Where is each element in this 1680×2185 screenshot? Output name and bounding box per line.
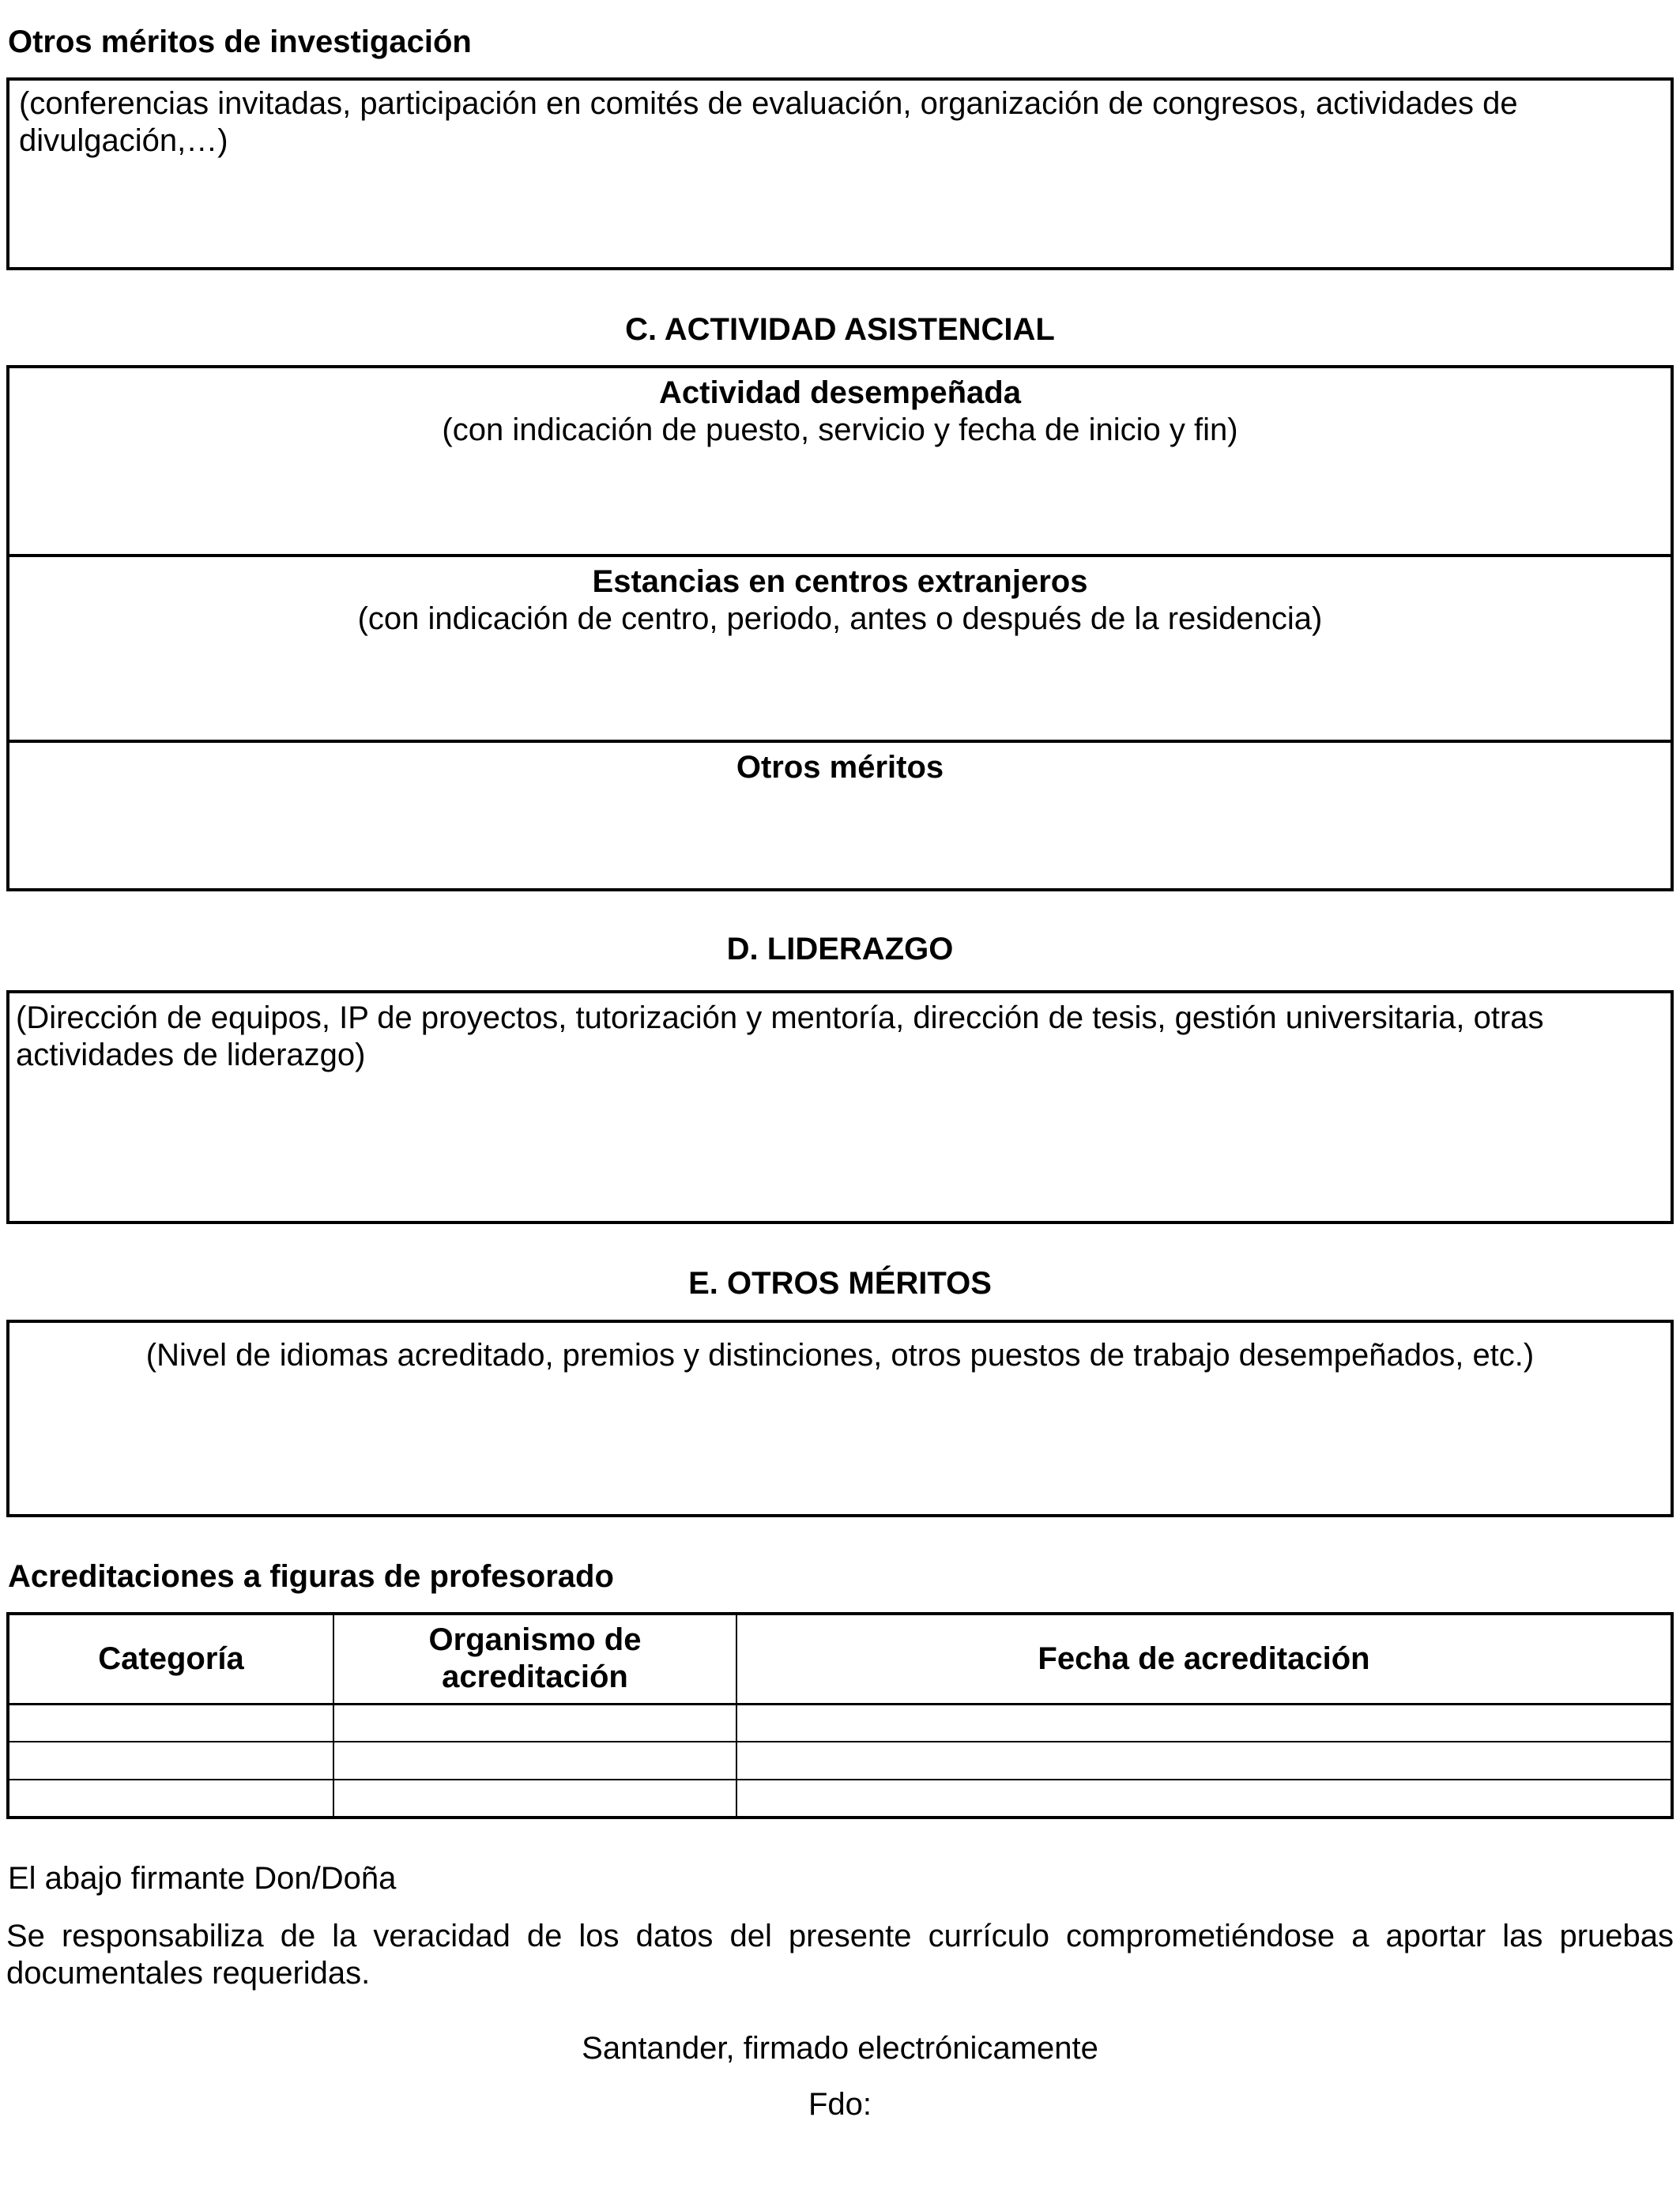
activity-row-actividad [9,368,1671,554]
section-c-heading: C. ACTIVIDAD ASISTENCIAL [625,312,1055,347]
accreditation-cell-organismo [333,1704,736,1742]
activity-row-title: Actividad desempeñada [659,375,1021,410]
accreditation-cell-categoria [8,1742,333,1780]
accreditation-cell-organismo [333,1780,736,1818]
signed-label: Fdo: [808,2087,872,2122]
accreditations-header-row [8,1614,1672,1704]
place-signed-line: Santander, firmado electrónicamente [582,2031,1098,2066]
accreditation-cell-organismo [333,1742,736,1780]
accreditation-cell-fecha [736,1780,1672,1818]
activity-row-title: Otros méritos [736,750,944,785]
activity-row-estancias [9,554,1671,740]
accreditation-row [8,1704,1672,1742]
leadership-box-text: (Dirección de equipos, IP de proyectos, tutorización y mentoría, dirección de tesis, gestión universitaria, otras actividades de liderazgo) [16,1000,1544,1072]
section-e-heading: E. OTROS MÉRITOS [688,1266,992,1301]
col-header-organismo: Organismo de acreditación [333,1614,736,1704]
activity-row-title: Estancias en centros extranjeros [592,564,1088,599]
accreditation-cell-fecha [736,1704,1672,1742]
cv-form-page [6,24,1674,2123]
accreditations-table [6,1612,1674,1819]
activity-row-otros-meritos [9,740,1671,888]
accreditation-row [8,1742,1672,1780]
col-header-fecha: Fecha de acreditación [736,1614,1672,1704]
other-merits-box-text: (Nivel de idiomas acreditado, premios y distinciones, otros puestos de trabajo desempeñados, etc.) [145,1338,1535,1373]
col-header-categoria: Categoría [8,1614,333,1704]
other-research-merits-heading: Otros méritos de investigación [8,24,472,59]
other-research-merits-box [6,77,1674,270]
activity-table [6,365,1674,891]
accreditation-cell-categoria [8,1780,333,1818]
accreditation-cell-fecha [736,1742,1672,1780]
accreditations-heading: Acreditaciones a figuras de profesorado [8,1559,614,1594]
signer-line: El abajo firmante Don/Doña [8,1861,397,1896]
other-merits-box [6,1320,1674,1517]
section-d-heading: D. LIDERAZGO [726,932,954,966]
declaration-paragraph: Se responsabiliza de la veracidad de los datos del presente currículo comprometiéndose a aportar las pruebas documentales requeridas. [6,1919,1674,1991]
accreditation-cell-categoria [8,1704,333,1742]
leadership-box [6,990,1674,1224]
activity-row-subtitle: (con indicación de centro, periodo, antes o después de la residencia) [357,601,1323,636]
document-page [0,24,1680,2185]
activity-row-subtitle: (con indicación de puesto, servicio y fecha de inicio y fin) [442,413,1238,447]
other-research-merits-box-text: (conferencias invitadas, participación en comités de evaluación, organización de congresos, actividades de divulgación,…) [19,86,1518,158]
accreditation-row [8,1780,1672,1818]
